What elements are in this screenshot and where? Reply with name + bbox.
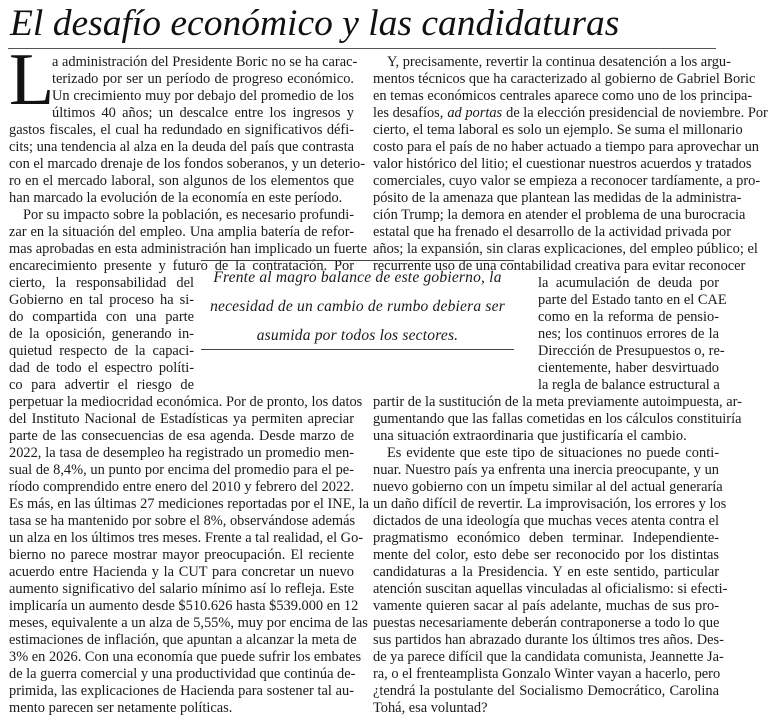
left-column-line: co para advertir el riesgo de — [9, 377, 194, 393]
right-column-line: ra, o el frenteamplista Gonzalo Winter vayan a hacerlo, pero — [373, 666, 721, 682]
right-column-line: gumentando que las fallas cometidas en los cálculos constituiría — [373, 411, 742, 427]
right-column-italic-fragment: ad portas — [447, 105, 503, 121]
right-column-line: Dirección de Presupuestos o, re- — [538, 343, 725, 359]
pull-quote-line: necesidad de un cambio de rumbo debiera ser — [210, 298, 505, 315]
left-column-line: quietud respecto de la capaci- — [9, 343, 194, 359]
left-column-line: terizado por ser un período de progreso económico. — [52, 71, 354, 87]
left-column-line: han marcado la evolución de la economía en este período. — [9, 190, 343, 206]
left-column-line: Un crecimiento muy por debajo del promedio de los — [52, 88, 354, 104]
right-column-line: en temas económicos centrales aparece como uno de los principa- — [373, 88, 753, 104]
left-column-line: cierto, la responsabilidad del — [9, 275, 194, 291]
left-column-line: encarecimiento presente y futuro de la contratación. Por — [9, 258, 354, 274]
left-column-line: do compartida con una parte — [9, 309, 194, 325]
left-column-line: perpetuar la mediocridad económica. Por de pronto, los datos — [9, 394, 363, 410]
right-column-line: ción Trump; la demora en atender el problema de una burocracia — [373, 207, 746, 223]
right-column-line: Tohá, esa voluntad? — [373, 700, 488, 716]
right-column-line: mente del color, esto debe ser reconocido por los distintas — [373, 547, 719, 563]
right-column-line: la acumulación de deuda por — [538, 275, 719, 291]
right-column-line: de ya parece difícil que la candidata comunista, Jeannette Ja- — [373, 649, 724, 665]
right-column-line: nuevo gobierno con un ímpetu similar al del actual generaría — [373, 479, 723, 495]
pull-quote-line: asumida por todos los sectores. — [256, 327, 459, 344]
right-column-line: valor histórico del litio; el cuestionar nuestros acuerdos y tratados — [373, 156, 752, 172]
left-column-line: mas aprobadas en esta administración han implicado un fuerte — [9, 241, 368, 257]
left-column-line: con el marcado drenaje de los fondos soberanos, y un deterio- — [9, 156, 366, 172]
right-column-line — [373, 105, 768, 122]
headline-rule — [8, 48, 716, 49]
left-column-line: de la guerra comercial y una productividad que continúa de- — [9, 666, 356, 682]
right-column-line: atención suscitan aquellas vinculadas al oficialismo: si efecti- — [373, 581, 728, 597]
left-column-line: dad de todo el espectro políti- — [9, 360, 194, 376]
right-column-line: la regla de balance estructural a — [538, 377, 720, 393]
right-column-line: dictados de una ideología que muchas veces atenta contra el — [373, 513, 719, 529]
left-column-line: aumento significativo del salario mínimo así lo refleja. Este — [9, 581, 354, 597]
right-column-line: partir de la sustitución de la meta previamente autoimpuesta, ar- — [373, 394, 742, 410]
right-column-fragment: de la elección presidencial de noviembre. Por — [506, 105, 768, 121]
right-column-line: estatal que ha frenado el desarrollo de la actividad privada por — [373, 224, 732, 240]
left-column-line: últimos 40 años; un descalce entre los ingresos y — [52, 105, 354, 121]
right-column-line: ¿tendrá la postulante del Socialismo Democrático, Carolina — [373, 683, 719, 699]
right-column-line: puestas necesariamente deberán contraponerse a todo lo que — [373, 615, 720, 631]
drop-cap: L — [9, 39, 55, 121]
left-column-line: Gobierno en tal proceso ha si- — [9, 292, 194, 308]
right-column-line: pragmatismo económico deben terminar. Independiente- — [373, 530, 719, 546]
right-column-line: nuar. Nuestro país ya enfrenta una inercia preocupante, y un — [373, 462, 719, 478]
right-column-line: Es evidente que este tipo de situaciones no puede conti- — [387, 445, 719, 461]
left-column-line: bierno no parece mostrar mayor preocupación. El reciente — [9, 547, 354, 563]
right-column-line: una situación extraordinaria que justificaría el cambio. — [373, 428, 687, 444]
left-column-line: estimaciones de inflación, que apuntan a alcanzar la meta de — [9, 632, 357, 648]
left-column-line: del Instituto Nacional de Estadísticas ya permiten apreciar — [9, 411, 354, 427]
article-body — [9, 54, 768, 716]
left-column-line: sual de 8,4%, un punto por encima del promedio para el pe- — [9, 462, 354, 478]
right-column-line: comerciales, cuyo valor se empieza a reconocer tardíamente, a pro- — [373, 173, 761, 189]
left-column-line: a administración del Presidente Boric no se ha carac- — [52, 54, 358, 70]
right-column-line: costo para el país de no haber actuado a tiempo para aprovechar un — [373, 139, 759, 155]
left-column-line: cits; una tendencia al alza en la deuda del país que contrasta — [9, 139, 354, 155]
left-column-line: 2022, la tasa de desempleo ha registrado un promedio men- — [9, 445, 354, 461]
article-headline: El desafío económico y las candidaturas — [10, 3, 620, 44]
right-column-fragment: les desafíos, — [373, 105, 444, 121]
right-column-line: cientemente, haber desvirtuado — [538, 360, 719, 376]
right-column-line: Y, precisamente, revertir la continua desatención a los argu- — [387, 54, 731, 70]
left-column-line: de la oposición, generando in- — [9, 326, 194, 342]
pull-quote-line: Frente al magro balance de este gobierno, la — [213, 269, 502, 286]
left-column-line: mento parecen ser netamente políticas. — [9, 700, 233, 716]
right-column-line: sus partidos han abrazado durante los últimos tres años. Des- — [373, 632, 724, 648]
right-column-line: parte del Estado tanto en el CAE — [538, 292, 727, 308]
left-column-line: Por su impacto sobre la población, es necesario profundi- — [23, 207, 354, 223]
left-column-line: primida, las explicaciones de Hacienda para sostener tal au- — [9, 683, 354, 699]
right-column-line: pósito de la amenaza que plantean las medidas de la administra- — [373, 190, 742, 206]
left-column-line: implicaría un aumento desde $510.626 hasta $539.000 en 12 — [9, 598, 359, 614]
left-column-line: parte de las consecuencias de esa agenda. Desde marzo de — [9, 428, 354, 444]
pull-quote — [201, 260, 514, 350]
right-column-line: vamente quieren sacar al país adelante, muchas de sus pro- — [373, 598, 719, 614]
right-column-line: candidaturas a la Presidencia. Y en este sentido, particular — [373, 564, 719, 580]
left-column-line: zar en la situación del empleo. Una amplia batería de refor- — [9, 224, 354, 240]
left-column-line: un alza en los últimos tres meses. Frente a tal realidad, el Go- — [9, 530, 364, 546]
left-column-line: Es más, en las últimas 27 mediciones reportadas por el INE, la — [9, 496, 370, 512]
left-column-line: tasa se ha mantenido por sobre el 8%, observándose además — [9, 513, 356, 529]
right-column-line: cierto, el tema laboral es solo un ejemplo. Se suma el millonario — [373, 122, 743, 138]
left-column-line: ríodo comprendido entre enero del 2010 y febrero del 2022. — [9, 479, 354, 495]
left-column-line: acuerdo entre Hacienda y la CUT para concretar un nuevo — [9, 564, 354, 580]
left-column-line: meses, equivalente a un alza de 5,55%, muy por encima de las — [9, 615, 368, 631]
left-column-line: gastos fiscales, el cual ha redundado en significativos défi- — [9, 122, 354, 138]
left-column-line: 3% en 2026. Con una economía que puede sufrir los embates — [9, 649, 362, 665]
right-column-line: recurrente uso de una contabilidad creativa para evitar reconocer — [373, 258, 746, 274]
right-column-line: nes; los continuos errores de la — [538, 326, 719, 342]
left-column-line: ro en el mercado laboral, son algunos de los elementos que — [9, 173, 354, 189]
right-column-line: años; la expansión, sin claras explicaciones, del empleo público; el — [373, 241, 758, 257]
right-column-line: como en la reforma de pensio- — [538, 309, 719, 325]
right-column-line: un daño difícil de revertir. La improvisación, los errores y los — [373, 496, 727, 512]
right-column-line: mentos técnicos que ha caracterizado al gobierno de Gabriel Boric — [373, 71, 756, 87]
